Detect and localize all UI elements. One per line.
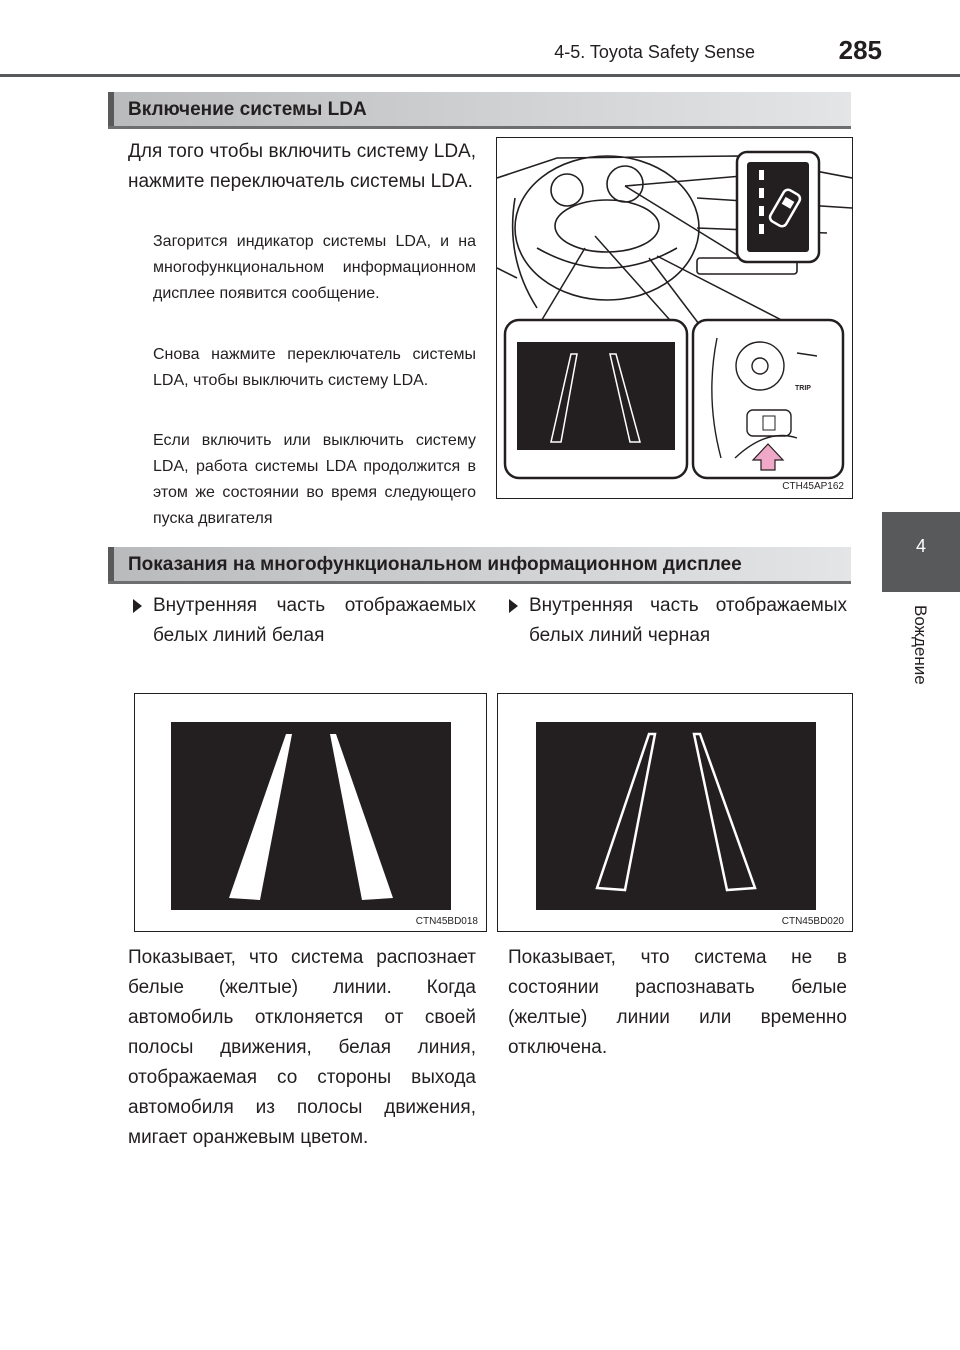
steering-wheel xyxy=(515,156,699,300)
figure-code: CTN45BD018 xyxy=(415,916,478,927)
section-heading-marker xyxy=(108,547,114,581)
display-screen xyxy=(536,722,816,910)
dashboard-illustration xyxy=(497,138,852,498)
lda-indicator-icon xyxy=(747,162,809,252)
description-black-inner: Показывает, что система не в состоянии распознавать белые (желтые) линии или временно отключена. xyxy=(508,947,847,1058)
page-number: 285 xyxy=(838,35,882,65)
chapter-tab xyxy=(882,512,960,592)
chapter-label: Вождение xyxy=(911,605,930,685)
chapter-number: 4 xyxy=(915,536,926,556)
header-section-title: 4-5. Toyota Safety Sense xyxy=(554,42,755,62)
note-paragraph-1: Загорится индикатор системы LDA, и на многофункциональном информационном дисплее появится сообщение. xyxy=(153,233,476,302)
bullet-black-inner xyxy=(529,591,847,651)
bullet-triangle-icon xyxy=(509,599,518,613)
display-screen xyxy=(171,722,451,910)
left-lane-line xyxy=(229,734,292,900)
right-lane-line xyxy=(694,734,755,890)
display-figure-white-inner xyxy=(134,693,487,932)
section-heading-marker xyxy=(108,92,114,126)
trip-label: TRIP xyxy=(795,385,811,392)
figure-code: CTH45AP162 xyxy=(782,481,844,492)
note-paragraph-3: Если включить или выключить систему LDA, работа системы LDA продолжится в этом же состоянии во время следующего пуска двигателя xyxy=(153,432,476,527)
bullet-text: Внутренняя часть отображаемых белых линий белая xyxy=(153,595,476,646)
intro-paragraph: Для того чтобы включить систему LDA, нажмите переключатель системы LDA. xyxy=(128,141,476,192)
note-paragraph-2: Снова нажмите переключатель системы LDA, чтобы выключить систему LDA. xyxy=(153,346,476,389)
header-rule xyxy=(0,74,960,77)
bullet-triangle-icon xyxy=(133,599,142,613)
right-lane-line xyxy=(330,734,393,900)
figure-code: CTN45BD020 xyxy=(781,916,844,927)
left-lane-line xyxy=(597,734,655,890)
section-heading-text: Показания на многофункциональном информационном дисплее xyxy=(128,554,742,575)
description-white-inner: Показывает, что система распознает белые (желтые) линии. Когда автомобиль отклоняется от своей полосы движения, белая линия, отображаемая со стороны выхода автомобиля из полосы движения, мигает оранжевым цветом. xyxy=(128,947,476,1148)
section-heading-text: Включение системы LDA xyxy=(128,99,367,120)
bullet-white-inner xyxy=(153,591,476,651)
display-figure-black-inner xyxy=(497,693,853,932)
section-heading-lda xyxy=(108,92,851,129)
display-screen xyxy=(517,342,675,450)
bullet-text: Внутренняя часть отображаемых белых линий черная xyxy=(529,595,847,646)
section-heading-display xyxy=(108,547,851,584)
lda-switch-figure xyxy=(496,137,853,499)
chapter-label-wrap xyxy=(900,605,940,705)
